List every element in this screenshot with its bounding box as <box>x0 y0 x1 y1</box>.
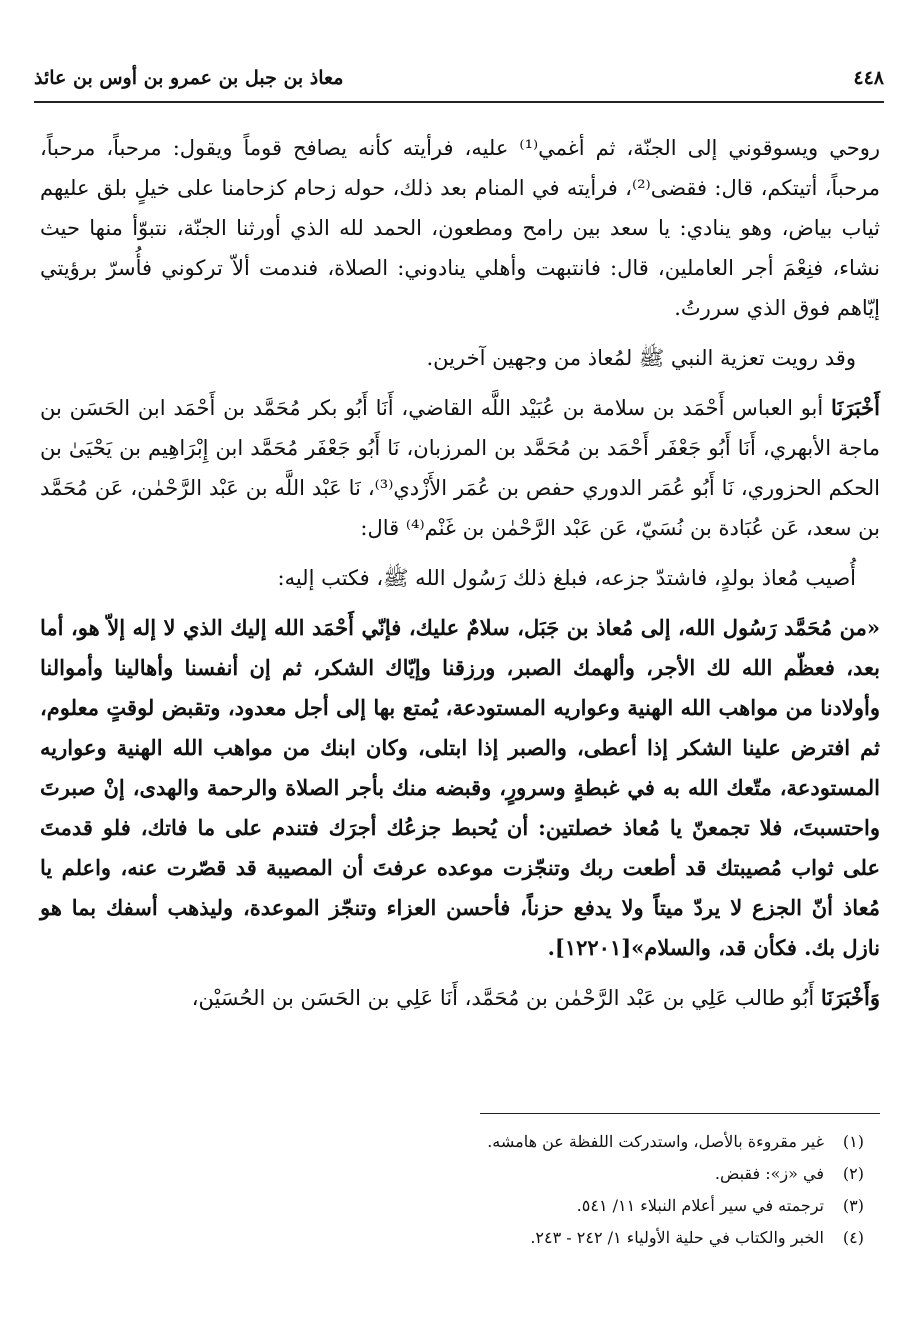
isnad-lead-word: أَخْبَرَنَا <box>831 395 880 420</box>
header-divider <box>34 101 884 103</box>
footnote-number: (٣) <box>842 1196 864 1215</box>
isnad-lead-word-2: وَأَخْبَرَنَا <box>820 985 880 1010</box>
footnote <box>44 1222 864 1254</box>
isnad-text: أبو العباس أَحْمَد بن سلامة بن عُبَيْد اللَّه القاضي، أَنَا أَبُو بكر مُحَمَّد بن أَحْمَد ابن الحَسَن بن ماجة الأبهري، أَنَا أَبُو جَعْفَر أَحْمَد بن مُحَمَّد بن المرزبان، نَا أَبُو جَعْفَر مُحَمَّد ابن إِبْرَاهِيم بن يَحْيَىٰ بن الحكم الحزوري، نَا أَبُو عُمَر الدوري حفص بن عُمَر الأَزْدي⁽³⁾، نَا عَبْد اللَّه بن عَبْد الرَّحْمٰن، عَن مُحَمَّد بن سعد، عَن عُبَادة بن نُسَيّ، عَن عَبْد الرَّحْمٰن بن غَنْم⁽⁴⁾ قال: <box>40 396 880 540</box>
footnote-text: ترجمته في سير أعلام النبلاء ١١/ ٥٤١. <box>576 1196 824 1215</box>
footnote-text: في «ز»: فقبض. <box>714 1164 824 1183</box>
paragraph-note: وقد رويت تعزية النبي ﷺ لمُعاذ من وجهين آخرين. <box>426 346 856 370</box>
footnote <box>44 1190 864 1222</box>
footnote-divider <box>480 1113 880 1114</box>
footnote <box>44 1158 864 1190</box>
page-number: ٤٤٨ <box>853 67 884 89</box>
footnote-number: (٤) <box>842 1228 864 1247</box>
paragraph-isnad-2 <box>40 978 880 1018</box>
footnotes <box>44 1126 864 1254</box>
footnote-text: غير مقروءة بالأصل، واستدركت اللفظة عن هامشه. <box>487 1132 824 1151</box>
paragraph-isnad-1 <box>40 388 880 548</box>
isnad-text-2: أَبُو طالب عَلِي بن عَبْد الرَّحْمٰن بن مُحَمَّد، أَنَا عَلِي بن الحَسَن بن الحُسَيْن، <box>191 986 821 1010</box>
footnote-number: (٢) <box>842 1164 864 1183</box>
footnote-number: (١) <box>842 1132 864 1151</box>
footnote <box>44 1126 864 1158</box>
paragraph-narration: روحي ويسوقوني إلى الجنّة، ثم أغمي⁽¹⁾ عليه، فرأيته كأنه يصافح قوماً ويقول: مرحباً، مرحباً، مرحباً، أتيتكم، قال: فقضى⁽²⁾، فرأيته في المنام بعد ذلك، حوله زحام كزحامنا على خيلٍ بلق عليهم ثياب بياض، وهو ينادي: يا سعد بين رامح ومطعون، الحمد لله الذي أورثنا الجنّة، نتبوّأ منها حيث نشاء، فنِعْمَ أجر العاملين، قال: فانتبهت وأهلي ينادوني: الصلاة، فندمت ألاّ تركوني فأُسرّ برؤيتي إيّاهم فوق الذي سررتُ. <box>40 136 880 320</box>
main-text <box>40 128 880 1028</box>
running-title: معاذ بن جبل بن عمرو بن أوس بن عائذ <box>34 67 344 89</box>
paragraph-event: أُصيب مُعاذ بولدٍ، فاشتدّ جزعه، فبلغ ذلك رَسُول الله ﷺ، فكتب إليه: <box>277 566 856 590</box>
paragraph-letter: «من مُحَمَّد رَسُول الله، إلى مُعاذ بن جَبَل، سلامٌ عليك، فإنّي أَحْمَد الله إليك الذي لا إله إلاّ هو، أما بعد، فعظّم الله لك الأجر، وألهمك الصبر، ورزقنا وإيّاك الشكر، ثم إن أنفسنا وأهالينا وأموالنا وأولادنا من مواهب الله الهنية وعواريه المستودعة، يُمتع بها إلى أجل معدود، وتقبض لوقتٍ معلوم، ثم افترض علينا الشكر إذا أعطى، والصبر إذا ابتلى، وكان ابنك من مواهب الله الهنية وعواريه المستودعة، متّعك الله به في غبطةٍ وسرورٍ، وقبضه منك بأجر الصلاة والرحمة والهدى، إنْ صبرتَ واحتسبتَ، فلا تجمعنّ يا مُعاذ خصلتين: أن يُحبط جزعُك أجرَك فتندم على ما فاتك، فلو قدمتَ على ثواب مُصيبتك قد أطعت ربك وتنجّزت موعده عرفتَ أن المصيبة قد قصّرت عنه، واعلم يا مُعاذ أنّ الجزع لا يردّ ميتاً ولا يدفع حزناً، فأحسن العزاء وتنجّز الموعدة، وليذهب أسفك بما هو نازل بك. فكأن قد، والسلام»[١٢٢٠١]. <box>40 615 880 960</box>
footnote-text: الخبر والكتاب في حلية الأولياء ١/ ٢٤٢ - ٢٤٣. <box>530 1228 824 1247</box>
page-header <box>34 60 884 96</box>
